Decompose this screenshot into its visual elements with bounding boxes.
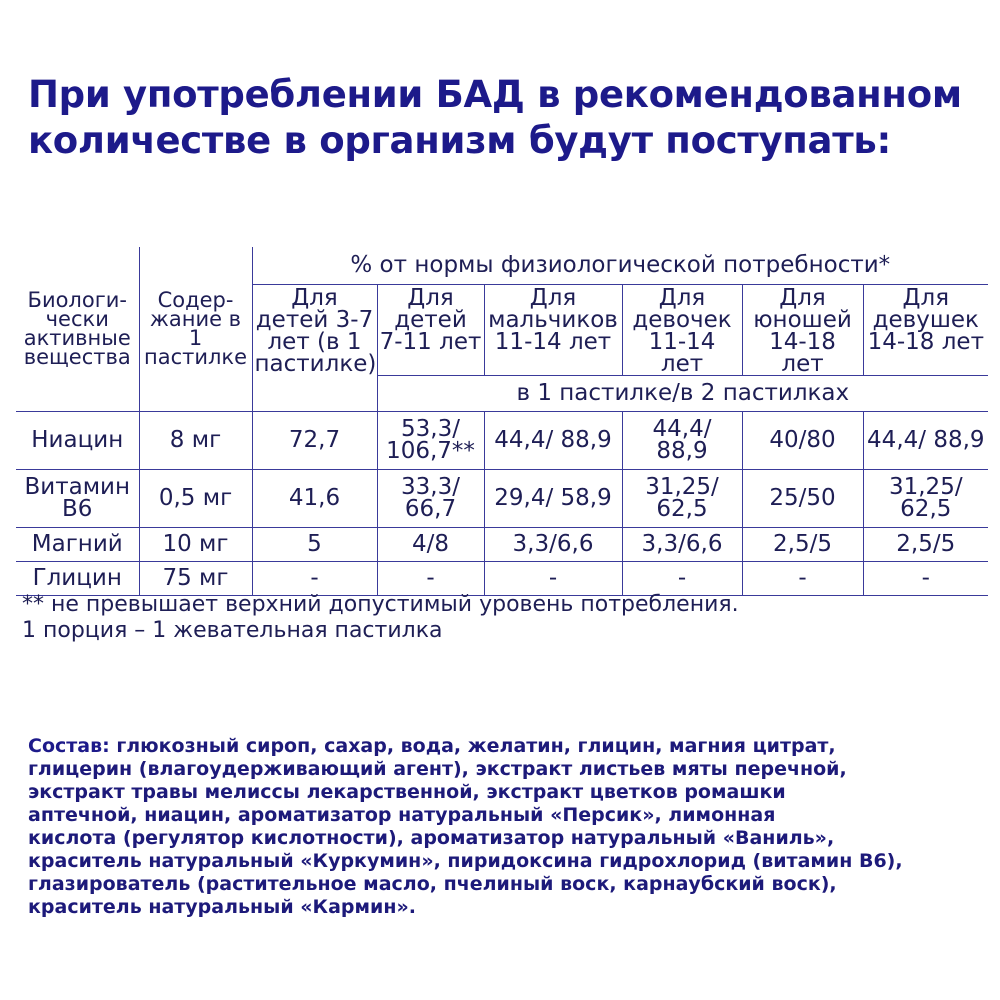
cell-value: -	[622, 561, 742, 595]
page-title	[28, 72, 988, 164]
table-row	[16, 411, 988, 469]
cell-value: 33,3/ 66,7	[377, 469, 484, 527]
cell-value: -	[742, 561, 863, 595]
title-line-1: При употреблении БАД в рекомендованном	[28, 73, 962, 116]
nutrient-table	[16, 247, 988, 596]
row-content: 0,5 мг	[139, 469, 252, 527]
header-children-7-11: Для детей 7-11 лет	[377, 284, 484, 375]
cell-value: 41,6	[252, 469, 377, 527]
header-per-portion: в 1 пастилке/в 2 пастилках	[377, 375, 988, 411]
header-girls-11-14: Для девочек 11-14 лет	[622, 284, 742, 375]
header-percent-norm: % от нормы физиологической потребности*	[252, 247, 988, 284]
header-boys-11-14: Для мальчиков 11-14 лет	[484, 284, 622, 375]
cell-value: 40/80	[742, 411, 863, 469]
row-name: Витамин В6	[16, 469, 139, 527]
cell-value: 2,5/5	[863, 527, 988, 561]
cell-value: -	[252, 561, 377, 595]
cell-value: 72,7	[252, 411, 377, 469]
composition-line-8: краситель натуральный «Кармин».	[28, 896, 416, 918]
cell-value: 53,3/ 106,7**	[377, 411, 484, 469]
row-content: 10 мг	[139, 527, 252, 561]
composition-line-1	[28, 735, 978, 758]
composition-line-6: краситель натуральный «Куркумин», пиридоксина гидрохлорид (витамин В6),	[28, 850, 903, 872]
cell-value: 2,5/5	[742, 527, 863, 561]
cell-value: 44,4/ 88,9	[863, 411, 988, 469]
row-name: Магний	[16, 527, 139, 561]
header-youths-14-18: Для юношей 14-18 лет	[742, 284, 863, 375]
cell-value: 3,3/6,6	[484, 527, 622, 561]
footnote-portion: 1 порция – 1 жевательная пастилка	[22, 618, 443, 643]
table-row	[16, 527, 988, 561]
composition-line-3: экстракт травы мелиссы лекарственной, экстракт цветков ромашки	[28, 781, 786, 803]
row-content: 75 мг	[139, 561, 252, 595]
row-content: 8 мг	[139, 411, 252, 469]
header-girls-14-18: Для девушек 14-18 лет	[863, 284, 988, 375]
table-row	[16, 469, 988, 527]
composition-line-5: кислота (регулятор кислотности), ароматизатор натуральный «Ваниль»,	[28, 827, 835, 849]
composition-line-4: аптечной, ниацин, ароматизатор натуральный «Персик», лимонная	[28, 804, 776, 826]
composition-line-2: глицерин (влагоудерживающий агент), экстракт листьев мяты перечной,	[28, 758, 847, 780]
header-substances: Биологи-чески активные вещества	[16, 247, 139, 411]
cell-value: 29,4/ 58,9	[484, 469, 622, 527]
cell-value: 44,4/ 88,9	[622, 411, 742, 469]
cell-value: 44,4/ 88,9	[484, 411, 622, 469]
footnotes	[22, 592, 982, 644]
composition-line-7: глазирователь (растительное масло, пчелиный воск, карнаубский воск),	[28, 873, 837, 895]
composition-block	[28, 735, 978, 919]
cell-value: -	[484, 561, 622, 595]
row-name: Ниацин	[16, 411, 139, 469]
cell-value: 31,25/ 62,5	[863, 469, 988, 527]
cell-value: 3,3/6,6	[622, 527, 742, 561]
cell-value: -	[863, 561, 988, 595]
header-children-3-7: Для детей 3-7 лет (в 1 пастилке)	[252, 284, 377, 411]
composition-label: Состав:	[28, 735, 110, 757]
header-content: Содер-жание в 1 пастилке	[139, 247, 252, 411]
footnote-upper-limit: ** не превышает верхний допустимый уровень потребления.	[22, 592, 739, 617]
composition-text-1: глюкозный сироп, сахар, вода, желатин, глицин, магния цитрат,	[109, 735, 836, 757]
cell-value: 31,25/ 62,5	[622, 469, 742, 527]
cell-value: 5	[252, 527, 377, 561]
cell-value: -	[377, 561, 484, 595]
cell-value: 4/8	[377, 527, 484, 561]
row-name: Глицин	[16, 561, 139, 595]
cell-value: 25/50	[742, 469, 863, 527]
title-line-2: количестве в организм будут поступать:	[28, 119, 891, 162]
table-row	[16, 561, 988, 595]
